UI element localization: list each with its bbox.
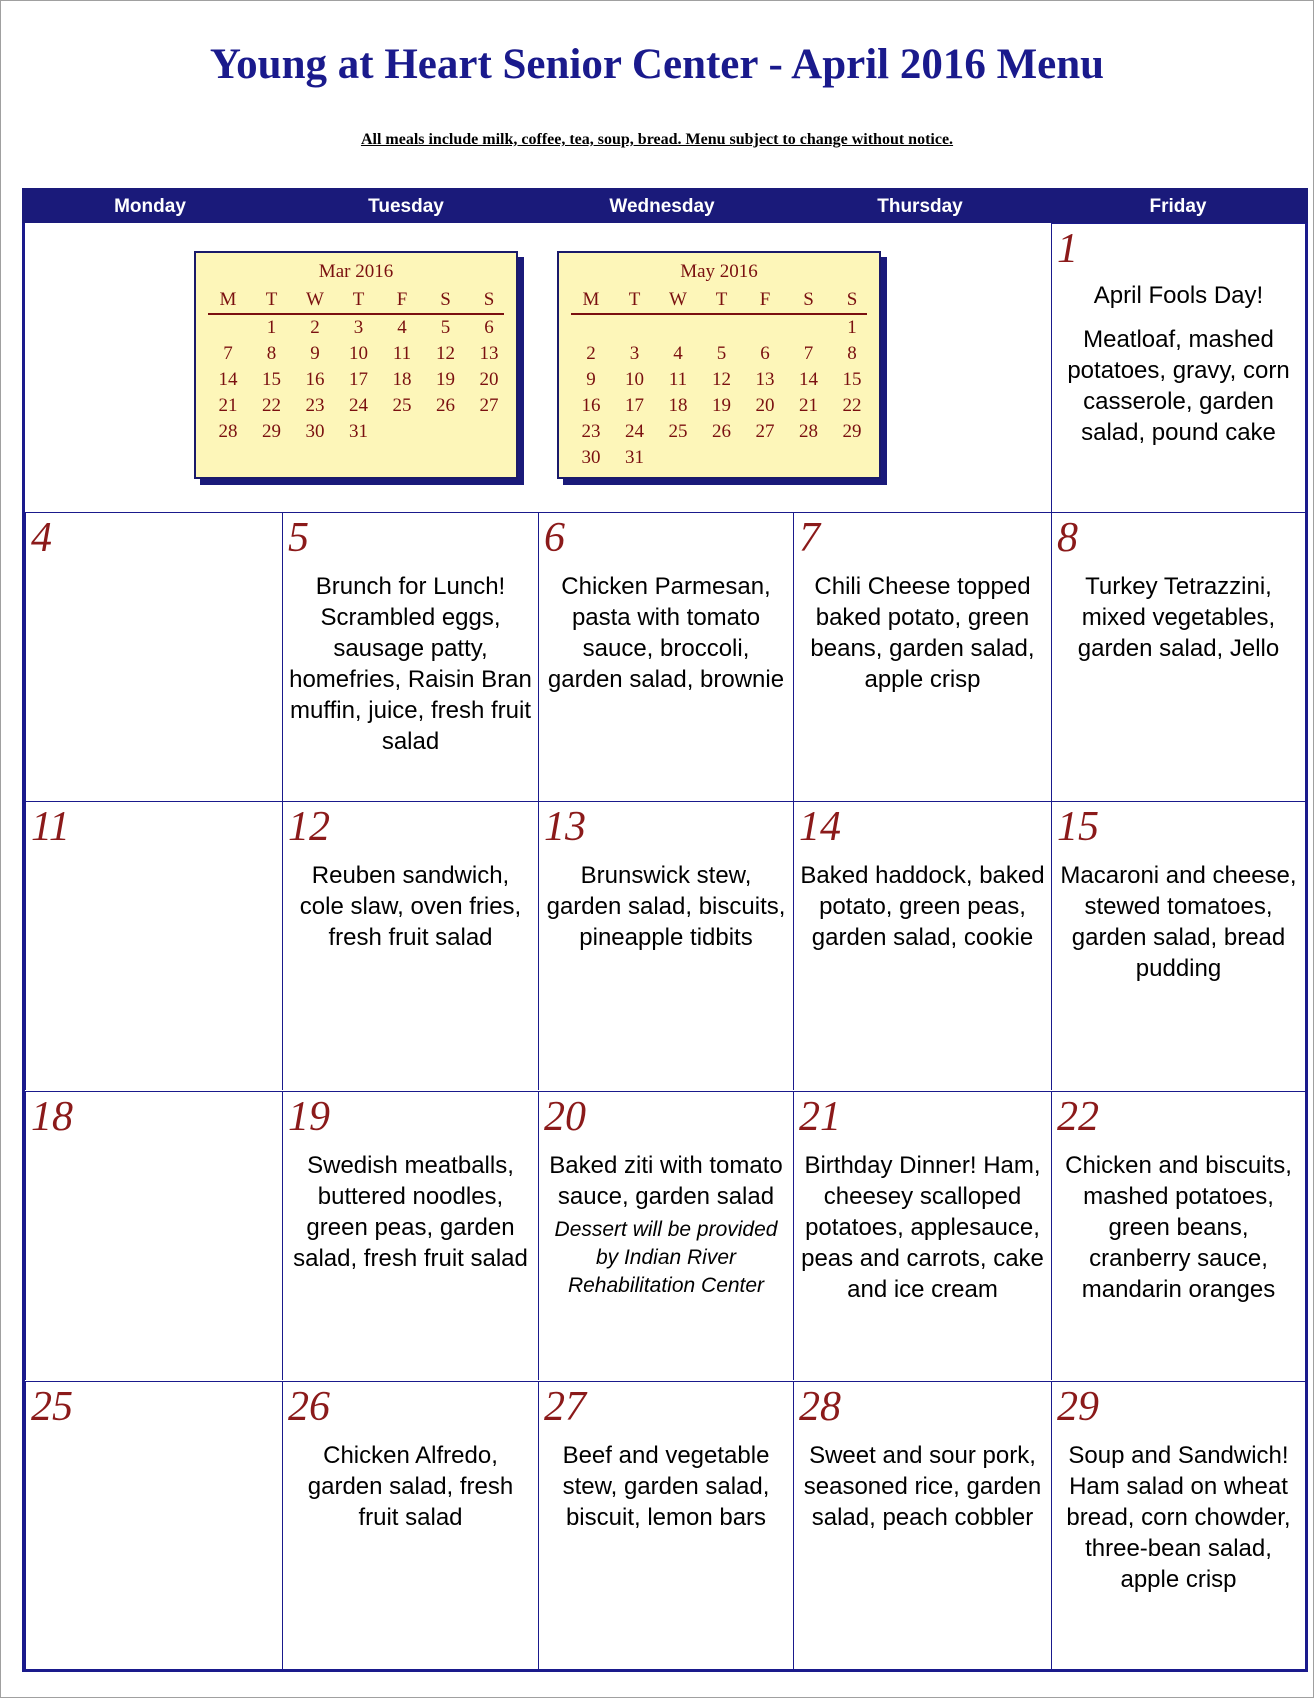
- meal-description: Beef and vegetable stew, garden salad, biscuit, lemon bars: [562, 1442, 770, 1531]
- mini-calendar-date: 16: [581, 395, 601, 416]
- mini-calendar-date: 23: [581, 421, 601, 442]
- mini-calendar-date: 15: [842, 369, 862, 390]
- day-number: 1: [1057, 226, 1078, 272]
- day-cell-12: [282, 801, 538, 1090]
- mini-calendar-date: 29: [842, 421, 862, 442]
- mini-calendar-date: 5: [440, 317, 451, 338]
- mini-calendar-weekday: S: [803, 289, 814, 310]
- mini-calendar-weekday: S: [440, 289, 451, 310]
- day-number: 28: [799, 1384, 841, 1430]
- mini-calendar-weekday: W: [669, 289, 687, 310]
- mini-calendar-divider: [571, 313, 867, 315]
- weekday-wednesday: Wednesday: [609, 196, 715, 217]
- meal-description: Brunswick stew, garden salad, biscuits, pineapple tidbits: [546, 862, 786, 951]
- meal-description: Birthday Dinner! Ham, cheesey scalloped potatoes, applesauce, peas and carrots, cake and ice cream: [801, 1152, 1044, 1303]
- mini-calendar-date: 21: [218, 395, 238, 416]
- day-cell-14: [793, 801, 1051, 1090]
- meal-description: Baked ziti with tomato sauce, garden salad Dessert will be provided by Indian River Rehabilitation Center: [545, 1150, 787, 1300]
- weekday-tuesday: Tuesday: [368, 196, 444, 217]
- day-number: 14: [799, 804, 841, 850]
- mini-calendar-date: 16: [305, 369, 325, 390]
- weekday-friday: Friday: [1149, 196, 1207, 217]
- weekday-thursday: Thursday: [877, 196, 963, 217]
- mini-calendar-weekday: S: [846, 289, 858, 310]
- mini-calendar-date: 13: [479, 343, 499, 364]
- day-cell-1: [1051, 223, 1305, 512]
- meal-description: Chili Cheese topped baked potato, green beans, garden salad, apple crisp: [810, 573, 1035, 693]
- mini-calendar-date: 4: [673, 343, 683, 364]
- day-number: 13: [544, 804, 586, 850]
- day-cell-28: [793, 1381, 1051, 1669]
- mini-calendar-date: 2: [586, 343, 596, 364]
- mini-calendar-date: 28: [218, 421, 238, 442]
- mini-calendar-date: 20: [479, 369, 499, 390]
- day-number: 25: [31, 1384, 73, 1430]
- mini-calendar-date: 11: [668, 369, 688, 390]
- mini-calendar-date: 31: [625, 447, 644, 468]
- mini-calendar-weekday: S: [483, 289, 495, 310]
- day-cell-11: [25, 801, 282, 1090]
- mini-calendar-date: 24: [625, 421, 644, 442]
- day-number: 7: [799, 515, 820, 561]
- meal-description: Reuben sandwich, cole slaw, oven fries, fresh fruit salad: [299, 862, 522, 951]
- mini-calendar-date: 29: [262, 421, 281, 442]
- day-number: 4: [31, 515, 52, 561]
- dessert-note: Dessert will be provided by Indian River Rehabilitation Center: [554, 1218, 778, 1297]
- mini-calendar-date: 24: [349, 395, 368, 416]
- day-cell-26: [282, 1381, 538, 1669]
- page-title: Young at Heart Senior Center - April 2016 Menu: [209, 41, 1105, 88]
- day-number: 22: [1057, 1094, 1099, 1140]
- mini-calendar-date: 21: [799, 395, 818, 416]
- day-number: 8: [1057, 515, 1078, 561]
- mini-calendar-date: 1: [266, 317, 277, 338]
- mini-calendar-date: 10: [625, 369, 644, 390]
- mini-calendar-date: 26: [712, 421, 731, 442]
- mini-calendar-date: 4: [397, 317, 407, 338]
- mini-calendar-date: 2: [310, 317, 320, 338]
- meal-description: Baked haddock, baked potato, green peas, garden salad, cookie: [800, 862, 1045, 951]
- mini-calendar-date: 9: [586, 369, 596, 390]
- mini-calendar-weekday: M: [219, 289, 237, 310]
- meal-description: Chicken Alfredo, garden salad, fresh fruit salad: [307, 1442, 514, 1531]
- mini-calendar-weekday: F: [759, 289, 771, 310]
- day-cell-13: [538, 801, 793, 1090]
- mini-calendar-date: 8: [847, 343, 857, 364]
- mini-calendar-date: 20: [755, 395, 775, 416]
- day-number: 11: [31, 804, 70, 850]
- mini-calendar-date: 31: [349, 421, 368, 442]
- mini-calendar-weekday: T: [628, 289, 641, 310]
- day-cell-7: [793, 512, 1051, 801]
- meal-description: Turkey Tetrazzini, mixed vegetables, garden salad, Jello: [1077, 573, 1280, 662]
- weekday-monday: Monday: [114, 196, 186, 217]
- mini-calendar-date: 19: [712, 395, 731, 416]
- mini-calendar-date: 27: [479, 395, 499, 416]
- day-number: 29: [1057, 1384, 1099, 1430]
- day-cell-29: [1051, 1381, 1305, 1669]
- mini-calendar-weekday: W: [306, 289, 324, 310]
- mini-calendar-date: 15: [262, 369, 281, 390]
- menu-notice: All meals include milk, coffee, tea, soup, bread. Menu subject to change without notice.: [360, 131, 954, 148]
- day-cell-19: [282, 1091, 538, 1380]
- mini-calendar-title: Mar 2016: [318, 261, 394, 282]
- mini-calendar-date: 19: [436, 369, 455, 390]
- mini-calendar-date: 10: [349, 343, 368, 364]
- mini-calendar-divider: [208, 313, 504, 315]
- holiday-label: April Fools Day!: [1093, 282, 1264, 309]
- meal-description: Chicken and biscuits, mashed potatoes, green beans, cranberry sauce, mandarin oranges: [1065, 1152, 1292, 1303]
- day-number: 27: [544, 1384, 586, 1430]
- mini-calendar-date: 22: [842, 395, 862, 416]
- mini-calendar-date: 26: [436, 395, 455, 416]
- mini-calendar-date: 30: [305, 421, 325, 442]
- mini-calendar-weekday: T: [265, 289, 278, 310]
- day-number: 6: [544, 515, 565, 561]
- day-number: 5: [288, 515, 309, 561]
- day-cell-8: [1051, 512, 1305, 801]
- day-cell-6: [538, 512, 793, 801]
- day-number: 21: [799, 1094, 841, 1140]
- mini-calendar-date: 13: [755, 369, 775, 390]
- day-cell-25: [25, 1381, 282, 1669]
- mini-calendar-date: 17: [349, 369, 368, 390]
- day-number: 20: [544, 1094, 586, 1140]
- mini-calendar-title: May 2016: [680, 261, 758, 282]
- mini-calendar-date: 8: [266, 343, 277, 364]
- day-number: 18: [31, 1094, 73, 1140]
- mini-calendar-date: 6: [760, 343, 770, 364]
- mini-calendar-date: 27: [755, 421, 775, 442]
- meal-description: Chicken Parmesan, pasta with tomato sauce, broccoli, garden salad, brownie: [547, 573, 785, 693]
- mini-calendar-date: 11: [392, 343, 412, 364]
- mini-calendar-date: 18: [668, 395, 688, 416]
- day-cell-4: [25, 512, 282, 801]
- meal-description: Sweet and sour pork, seasoned rice, garden salad, peach cobbler: [803, 1442, 1042, 1531]
- mini-calendar-weekday: T: [715, 289, 728, 310]
- mini-calendar-date: 3: [629, 343, 640, 364]
- day-number: 26: [288, 1384, 330, 1430]
- day-cell-15: [1051, 801, 1305, 1090]
- mini-calendar-date: 5: [716, 343, 727, 364]
- mini-calendar-weekday: M: [582, 289, 600, 310]
- meal-description: Soup and Sandwich! Ham salad on wheat bread, corn chowder, three-bean salad, apple crisp: [1066, 1442, 1291, 1593]
- mini-calendar-weekday: T: [352, 289, 365, 310]
- mini-calendar-mar: [194, 251, 518, 479]
- weekday-header-bar: [22, 188, 1308, 223]
- day-cell-5: [282, 512, 538, 801]
- meal-description: Brunch for Lunch! Scrambled eggs, sausage patty, homefries, Raisin Bran muffin, juice, fresh fruit salad: [289, 573, 532, 755]
- mini-calendar-date: 3: [353, 317, 364, 338]
- mini-calendar-date: 28: [799, 421, 818, 442]
- mini-calendar-date: 7: [223, 343, 233, 364]
- mini-calendar-date: 17: [625, 395, 644, 416]
- mini-calendar-date: 6: [484, 317, 494, 338]
- day-cell-22: [1051, 1091, 1305, 1380]
- mini-calendar-date: 23: [305, 395, 325, 416]
- mini-calendar-weekday: F: [396, 289, 408, 310]
- mini-calendar-date: 25: [668, 421, 688, 442]
- day-number: 19: [288, 1094, 330, 1140]
- day-number: 15: [1057, 804, 1099, 850]
- day-cell-20: [538, 1091, 793, 1380]
- mini-calendar-date: 7: [803, 343, 814, 364]
- mini-calendar-date: 12: [712, 369, 731, 390]
- mini-calendar-date: 12: [436, 343, 455, 364]
- day-cell-27: [538, 1381, 793, 1669]
- mini-calendar-date: 25: [392, 395, 412, 416]
- day-cell-21: [793, 1091, 1051, 1380]
- mini-calendar-date: 22: [262, 395, 281, 416]
- mini-calendar-date: 30: [581, 447, 601, 468]
- mini-calendar-date: 14: [218, 369, 238, 390]
- mini-calendar-date: 14: [799, 369, 818, 390]
- meal-description: Macaroni and cheese, stewed tomatoes, garden salad, bread pudding: [1060, 862, 1297, 982]
- mini-calendar-date: 18: [392, 369, 412, 390]
- meal-description: Meatloaf, mashed potatoes, gravy, corn casserole, garden salad, pound cake: [1067, 326, 1290, 446]
- meal-description: Swedish meatballs, buttered noodles, green peas, garden salad, fresh fruit salad: [293, 1152, 528, 1272]
- day-number: 12: [288, 804, 330, 850]
- mini-calendar-date: 9: [310, 343, 320, 364]
- day-cell-18: [25, 1091, 282, 1380]
- mini-calendar-may: [557, 251, 881, 479]
- mini-calendar-date: 1: [847, 317, 857, 338]
